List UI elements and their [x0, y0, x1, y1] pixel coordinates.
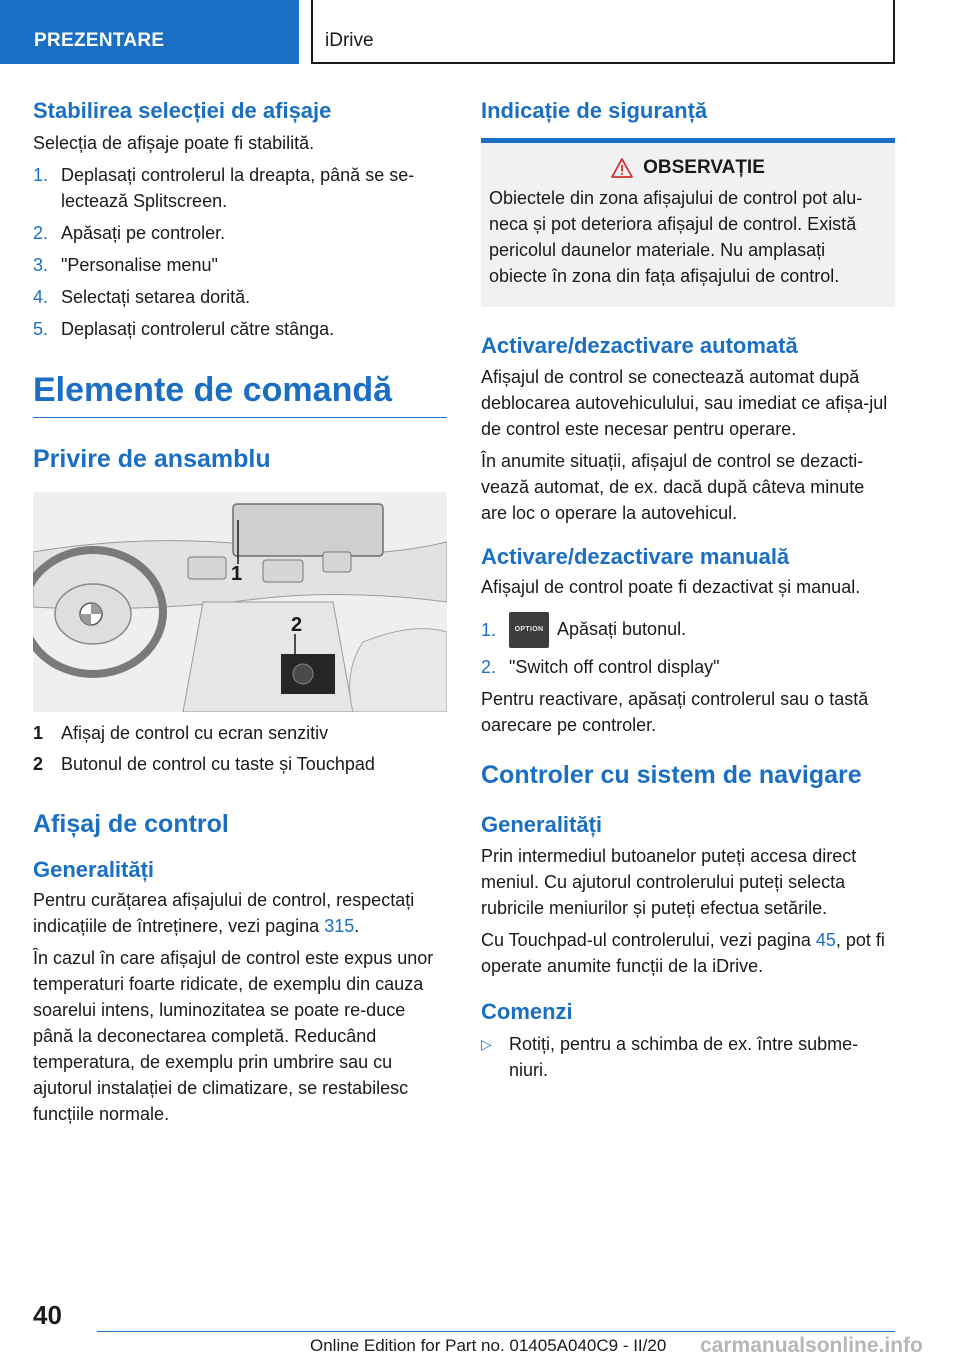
- callout-2: 2: [291, 613, 303, 636]
- safety-heading: Indicație de siguranță: [481, 98, 708, 123]
- selection-steps: [33, 162, 447, 342]
- notice-header: [489, 157, 887, 179]
- edition-text: Online Edition for Part no. 01405A040C9 - II/20: [310, 1336, 667, 1355]
- list-item: 1. Deplasați controlerul la dreapta, până se se-lectează Splitscreen.: [33, 165, 415, 212]
- left-column: [33, 98, 447, 1127]
- watermark: carmanualsonline.info: [700, 1334, 923, 1357]
- manual-heading: Activare/dezactivare manuală: [481, 543, 790, 569]
- auto-heading: Activare/dezactivare automată: [481, 333, 798, 359]
- figure-legend: [33, 720, 447, 777]
- notice-box: [481, 138, 895, 307]
- cockpit-illustration: [33, 492, 447, 712]
- list-item: 3. "Personalise menu": [33, 255, 218, 276]
- general-heading: Generalități: [33, 856, 155, 882]
- list-item: ▷ Rotiți, pentru a schimba de ex. între subme-niuri.: [481, 1031, 895, 1083]
- legend-item: 1 Afișaj de control cu ecran senzitiv: [33, 722, 329, 743]
- cockpit-drawing: [33, 492, 447, 712]
- nav-paragraph-2: Cu Touchpad-ul controlerului, vezi pagina 45, pot fi operate anumite funcții de la iDrive.: [481, 929, 885, 976]
- notice-label: OBSERVAȚIE: [643, 157, 765, 179]
- section-tab: PREZENTARE: [0, 0, 299, 64]
- nav-general-heading: Generalități: [481, 812, 603, 838]
- main-heading: Elemente de comandă: [33, 372, 447, 417]
- auto-paragraph-1: Afișajul de control se conectează automat după deblocarea autovehiculului, sau imediat ce afișa-jul de control este necesar pentru operare.: [481, 366, 888, 439]
- warning-icon: [611, 158, 633, 178]
- notice-text: Obiectele din zona afișajului de control pot alu-neca și pot deteriora afișajul de control. Există pericolul daunelor materiale. Nu amplasați obiecte în zona din fața afișajului de control.: [489, 188, 863, 287]
- triangle-bullet-icon: ▷: [481, 1035, 492, 1052]
- manual-paragraph: Afișajul de control poate fi dezactivat și manual.: [481, 577, 861, 598]
- cleaning-text: Pentru curățarea afișajului de control, respectați indicațiile de întreținere, vezi pagina 315.: [33, 890, 415, 937]
- page-number: 40: [33, 1300, 62, 1330]
- selection-heading: Stabilirea selecției de afișaje: [33, 98, 332, 123]
- legend-item: 2 Butonul de control cu taste și Touchpad: [33, 753, 375, 774]
- overview-heading: Privire de ansamblu: [33, 444, 271, 473]
- commands-list: [481, 1031, 895, 1083]
- right-column: [481, 98, 895, 1083]
- manual-steps: [481, 612, 895, 680]
- nav-paragraph-1: Prin intermediul butoanelor puteți accesa direct meniul. Cu ajutorul controlerului puteți selecta rubricile meniurilor și puteți efectua setările.: [481, 845, 857, 918]
- list-item: 2. Apăsați pe controler.: [33, 223, 226, 244]
- page-link-315[interactable]: 315: [324, 916, 355, 937]
- chapter-title: iDrive: [311, 0, 895, 64]
- auto-paragraph-2: În anumite situații, afișajul de control se dezacti-vează automat, de ex. dacă după câteva minute are loc o operare la autovehicul.: [481, 450, 865, 523]
- list-item: 5. Deplasați controlerul către stânga.: [33, 319, 335, 340]
- reactivate-text: Pentru reactivare, apăsați controlerul sau o tastă oarecare pe controler.: [481, 689, 869, 736]
- commands-heading: Comenzi: [481, 998, 573, 1024]
- callout-1: 1: [231, 562, 243, 585]
- list-item: 4. Selectați setarea dorită.: [33, 287, 251, 308]
- list-item: 2. "Switch off control display": [481, 657, 720, 678]
- temperature-text: În cazul în care afișajul de control este expus unor temperaturi foarte ridicate, de exemplu din cauza soarelui intens, luminozitatea se poate re-duce până la deconectarea completă. Reducând temperatura, de exemplu prin umbrire sau cu ajutorul instalației de climatizare, se restabilesc funcțiile normale.: [33, 948, 434, 1125]
- nav-heading: Controler cu sistem de navigare: [481, 761, 862, 790]
- page-link-45[interactable]: 45: [815, 929, 836, 950]
- footer-divider: [97, 1331, 895, 1332]
- list-item: 1. OPTION Apăsați butonul.: [481, 612, 895, 648]
- option-button-icon: OPTION: [509, 612, 549, 648]
- selection-intro: Selecția de afișaje poate fi stabilită.: [33, 133, 315, 154]
- display-heading: Afișaj de control: [33, 809, 229, 838]
